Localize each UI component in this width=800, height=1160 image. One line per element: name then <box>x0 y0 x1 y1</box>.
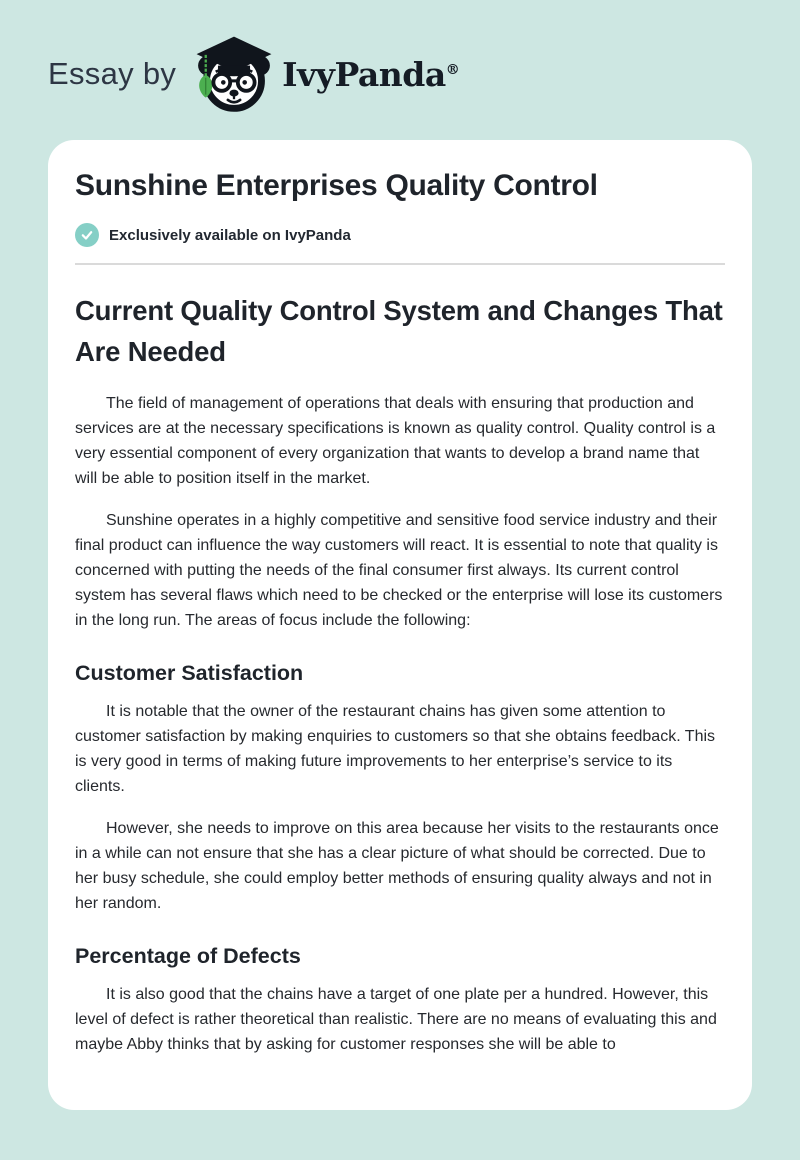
customer-satisfaction-paragraph-2: However, she needs to improve on this area because her visits to the restaurants once in a while can not ensure that she has a clear picture of what should be corrected. Due to her busy schedule, she could employ better methods of ensuring quality always and not in her random. <box>75 820 719 912</box>
customer-satisfaction-paragraph-1: It is notable that the owner of the restaurant chains has given some attention to customer satisfaction by making enquiries to customers so that she obtains feedback. This is very good in terms of making future improvements to her enterprise’s service to its clients. <box>75 703 716 795</box>
ivypanda-logo[interactable] <box>192 32 459 116</box>
site-header <box>0 0 800 116</box>
divider <box>75 263 725 265</box>
availability-badge <box>75 223 725 247</box>
brand-wordmark <box>282 55 459 94</box>
intro-paragraph-1: The field of management of operations that deals with ensuring that production and services are at the necessary specifications is known as quality control. Quality control is a very essential component of every organization that wants to develop a brand name that will be able to position itself in the market. <box>75 395 716 487</box>
badge-label: Exclusively available on IvyPanda <box>109 226 351 244</box>
essay-by-label: Essay by <box>48 56 177 91</box>
essay-card <box>48 140 752 1110</box>
brand-name: IvyPanda <box>282 54 446 94</box>
intro-paragraph-2: Sunshine operates in a highly competitive and sensitive food service industry and their final product can influence the way customers will react. It is essential to note that quality is concerned with putting the needs of the final consumer first always. Its current control system has several flaws which need to be checked or the enterprise will lose its customers in the long run. The areas of focus include the following: <box>75 512 723 629</box>
intro-heading: Current Quality Control System and Changes That Are Needed <box>75 295 723 367</box>
essay-title: Sunshine Enterprises Quality Control <box>75 169 598 202</box>
check-icon <box>75 223 99 247</box>
percentage-of-defects-paragraph-1: It is also good that the chains have a target of one plate per a hundred. However, this level of defect is rather theoretical than realistic. There are no means of evaluating this and maybe Abby thinks that by asking for customer responses she will be able to <box>75 986 717 1053</box>
panda-graduate-icon <box>192 32 276 116</box>
registered-mark: ® <box>445 61 460 78</box>
subheading-percentage-of-defects: Percentage of Defects <box>75 944 301 968</box>
subheading-customer-satisfaction: Customer Satisfaction <box>75 661 304 685</box>
